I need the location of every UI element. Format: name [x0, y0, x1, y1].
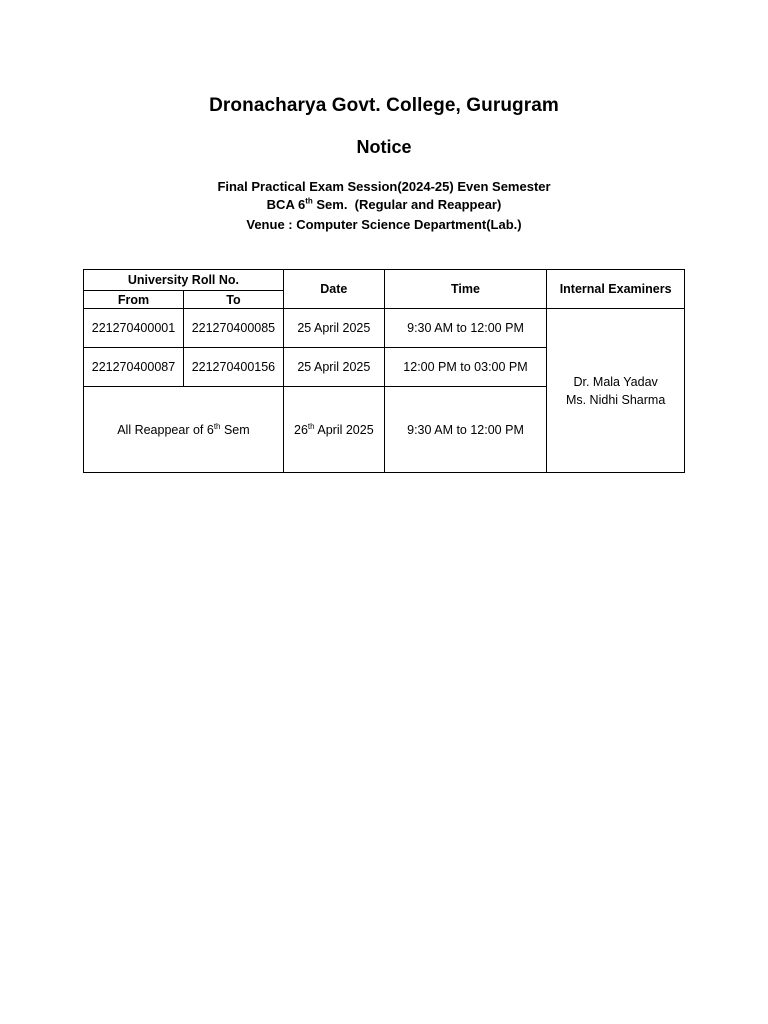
reappear-cell: All Reappear of 6th Sem	[84, 387, 284, 473]
examiner-name: Ms. Nidhi Sharma	[565, 392, 666, 407]
roll-from-cell: 221270400087	[84, 348, 184, 387]
table-row	[84, 309, 685, 348]
venue-line: Venue : Computer Science Department(Lab.)	[246, 217, 522, 232]
roll-from-cell: 221270400001	[84, 309, 184, 348]
date-cell: 26th April 2025	[283, 387, 384, 473]
roll-to-cell: 221270400085	[183, 309, 283, 348]
from-header: From	[84, 291, 184, 309]
examiners-cell	[547, 309, 685, 473]
notice-title: Notice	[356, 137, 412, 157]
time-cell: 9:30 AM to 12:00 PM	[384, 387, 547, 473]
roll-to-cell: 221270400156	[183, 348, 283, 387]
college-title: Dronacharya Govt. College, Gurugram	[209, 95, 559, 116]
exam-session-line: Final Practical Exam Session(2024-25) Even Semester	[217, 179, 551, 194]
blank-page-area	[0, 480, 768, 1024]
date-header: Date	[283, 270, 384, 309]
date-cell: 25 April 2025	[283, 348, 384, 387]
exam-schedule-table	[83, 269, 685, 473]
time-cell: 12:00 PM to 03:00 PM	[384, 348, 547, 387]
to-header: To	[183, 291, 283, 309]
date-cell: 25 April 2025	[283, 309, 384, 348]
table-header-row	[84, 270, 685, 291]
roll-no-header: University Roll No.	[84, 270, 284, 291]
time-header: Time	[384, 270, 547, 309]
course-line: BCA 6th Sem. (Regular and Reappear)	[266, 196, 502, 212]
examiner-name: Dr. Mala Yadav	[573, 374, 658, 389]
time-cell: 9:30 AM to 12:00 PM	[384, 309, 547, 348]
examiners-header: Internal Examiners	[547, 270, 685, 309]
